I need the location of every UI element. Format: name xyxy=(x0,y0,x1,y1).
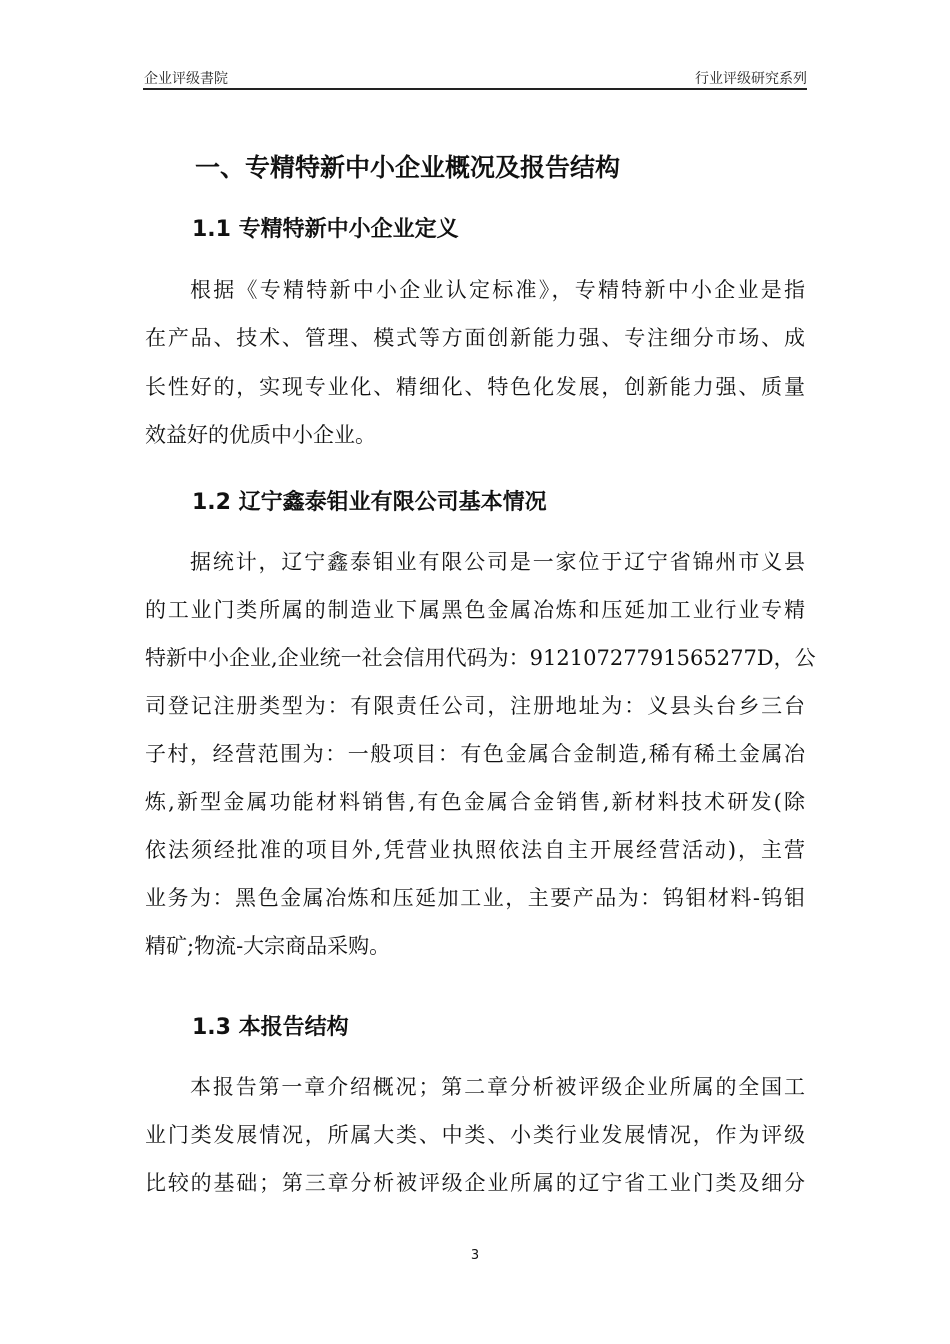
header-right: 行业评级研究系列 xyxy=(695,71,807,87)
paragraph-line: 本报告第一章介绍概况；第二章分析被评级企业所属的全国工 xyxy=(190,1075,805,1099)
paragraph-line: 子村，经营范围为：一般项目：有色金属合金制造,稀有稀土金属冶 xyxy=(145,742,805,766)
paragraph-line: 的工业门类所属的制造业下属黑色金属冶炼和压延加工业行业专精 xyxy=(145,598,805,622)
paragraph-line: 业务为：黑色金属冶炼和压延加工业，主要产品为：钨钼材料-钨钼 xyxy=(145,886,805,910)
paragraph-line: 精矿;物流-大宗商品采购。 xyxy=(145,934,391,958)
paragraph-line: 炼,新型金属功能材料销售,有色金属合金销售,新材料技术研发(除 xyxy=(145,790,805,814)
section-heading: 1.1 专精特新中小企业定义 xyxy=(192,217,459,242)
paragraph-line: 比较的基础；第三章分析被评级企业所属的辽宁省工业门类及细分 xyxy=(145,1171,805,1195)
section-heading: 1.3 本报告结构 xyxy=(192,1015,349,1040)
header-rule xyxy=(143,88,807,90)
paragraph-line: 根据《专精特新中小企业认定标准》，专精特新中小企业是指 xyxy=(190,278,805,302)
page-number: 3 xyxy=(470,1248,480,1263)
header-left: 企业评级書院 xyxy=(144,71,228,87)
chapter-title: 一、专精特新中小企业概况及报告结构 xyxy=(195,153,621,182)
paragraph-line: 在产品、技术、管理、模式等方面创新能力强、专注细分市场、成 xyxy=(145,326,805,350)
paragraph-line: 依法须经批准的项目外,凭营业执照依法自主开展经营活动)，主营 xyxy=(145,838,805,862)
paragraph-line: 据统计，辽宁鑫泰钼业有限公司是一家位于辽宁省锦州市义县 xyxy=(190,550,805,574)
paragraph-line: 特新中小企业,企业统一社会信用代码为：91210727791565277D，公 xyxy=(145,646,816,670)
paragraph-line: 长性好的，实现专业化、精细化、特色化发展，创新能力强、质量 xyxy=(145,375,805,399)
paragraph-line: 效益好的优质中小企业。 xyxy=(145,423,376,447)
paragraph-line: 业门类发展情况，所属大类、中类、小类行业发展情况，作为评级 xyxy=(145,1123,805,1147)
paragraph-line: 司登记注册类型为：有限责任公司，注册地址为：义县头台乡三台 xyxy=(145,694,805,718)
section-heading: 1.2 辽宁鑫泰钼业有限公司基本情况 xyxy=(192,490,547,515)
